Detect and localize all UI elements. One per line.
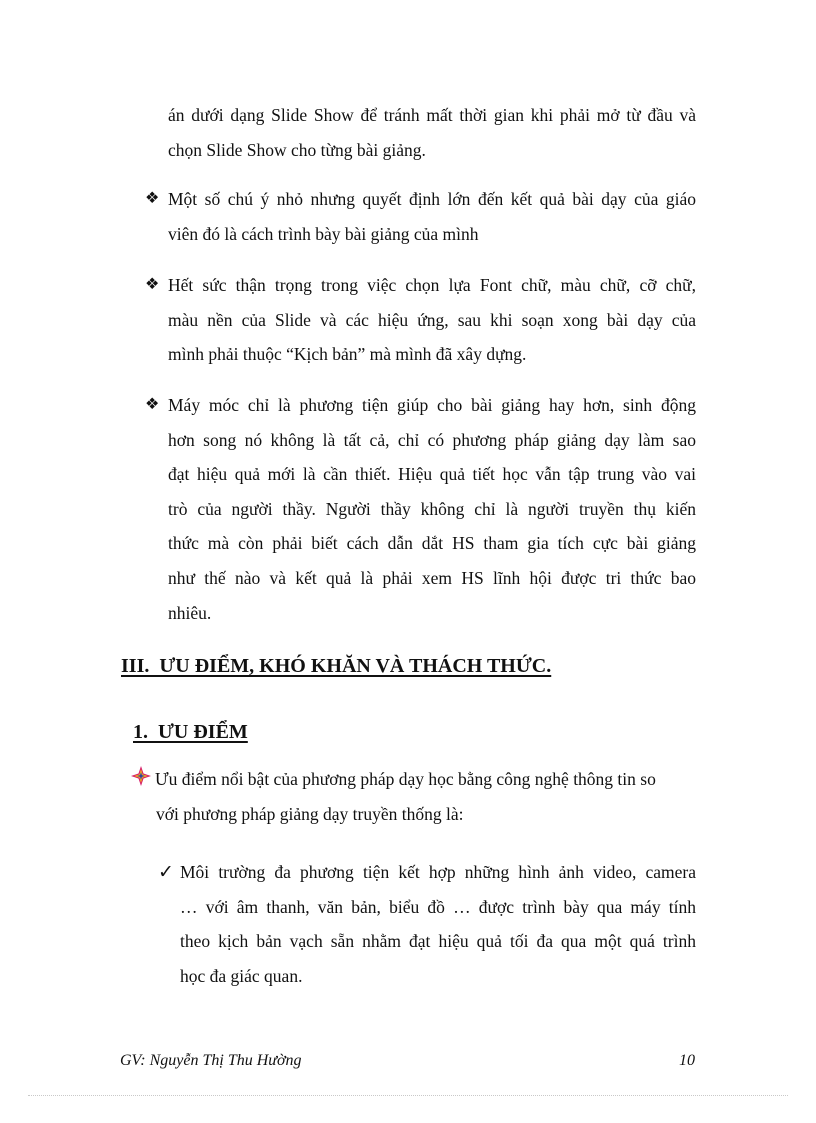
text-line: thức mà còn phải biết cách dẫn dắt HS tham gia tích cực bài giảng — [168, 533, 696, 554]
section-heading: III. ƯU ĐIỂM, KHÓ KHĂN VÀ THÁCH THỨC. — [121, 655, 552, 677]
text-line: theo kịch bản vạch sẵn nhằm đạt hiệu quả tối đa qua một quá trình — [180, 931, 696, 952]
bullet-paragraph — [168, 182, 696, 251]
text-line: màu nền của Slide và các hiệu ứng, sau khi soạn xong bài dạy của — [168, 309, 696, 330]
text-line: Máy móc chỉ là phương tiện giúp cho bài giảng hay hơn, sinh động — [168, 395, 696, 415]
text-line: học đa giác quan. — [180, 965, 303, 986]
footer-divider — [28, 1095, 788, 1096]
text-line: chọn Slide Show cho từng bài giảng. — [168, 139, 426, 160]
diamond-bullet-icon: ❖ — [145, 276, 160, 293]
text-line: viên đó là cách trình bày bài giảng của mình — [168, 223, 479, 244]
text-line: án dưới dạng Slide Show để tránh mất thời gian khi phải mở từ đầu và — [168, 105, 696, 125]
bullet-paragraph — [168, 388, 696, 630]
text-line: trò của người thầy. Người thầy không chỉ là người truyền thụ kiến — [168, 498, 696, 519]
text-line: như thế nào và kết quả là phải xem HS lĩnh hội được tri thức bao — [168, 567, 696, 588]
text-line: nhiêu. — [168, 602, 212, 623]
check-item-paragraph — [180, 855, 696, 993]
text-line: mình phải thuộc “Kịch bản” mà mình đã xây dựng. — [168, 344, 527, 365]
text-line: Ưu điểm nổi bật của phương pháp dạy học bằng công nghệ thông tin so — [155, 769, 656, 789]
diamond-bullet-icon: ❖ — [145, 396, 160, 413]
diamond-star-bullet-icon — [131, 766, 151, 786]
bullet-paragraph — [168, 268, 696, 372]
text-line: hơn song nó không là tất cả, chỉ có phương pháp giảng dạy làm sao — [168, 429, 696, 450]
diamond-bullet-icon: ❖ — [145, 190, 160, 207]
subsection-heading: 1. ƯU ĐIỂM — [133, 721, 248, 743]
text-line: đạt hiệu quả mới là cần thiết. Hiệu quả tiết học vẫn tập trung vào vai — [168, 464, 696, 485]
checkmark-icon: ✓ — [158, 861, 174, 883]
text-line: với phương pháp giảng dạy truyền thống là: — [156, 803, 464, 824]
footer-page-number: 10 — [679, 1052, 695, 1069]
intro-paragraph — [168, 98, 696, 167]
text-line: Hết sức thận trọng trong việc chọn lựa Font chữ, màu chữ, cỡ chữ, — [168, 275, 696, 295]
lead-paragraph — [155, 762, 700, 831]
footer-author: GV: Nguyễn Thị Thu Hường — [120, 1052, 302, 1069]
text-line: Một số chú ý nhỏ nhưng quyết định lớn đến kết quả bài dạy của giáo — [168, 189, 696, 209]
text-line: Môi trường đa phương tiện kết hợp những hình ảnh video, camera — [180, 862, 696, 882]
text-line: … với âm thanh, văn bản, biểu đồ … được trình bày qua máy tính — [180, 896, 696, 917]
